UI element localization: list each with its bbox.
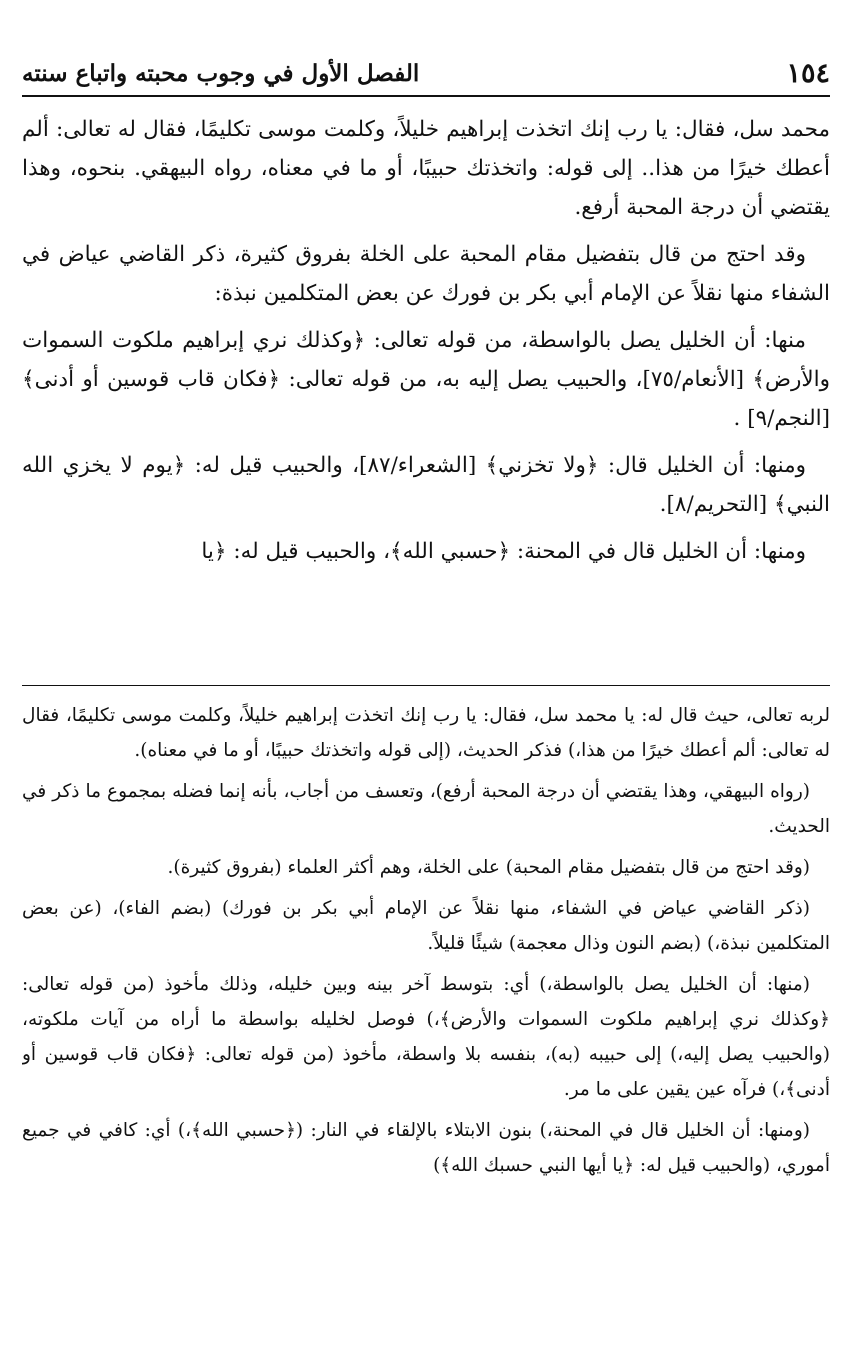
running-title: الفصل الأول في وجوب محبته واتباع سنته [22,59,420,87]
header-divider [22,95,830,97]
main-paragraph: محمد سل، فقال: يا رب إنك اتخذت إبراهيم خليلاً، وكلمت موسى تكليمًا، فقال له تعالى: ألم أعطك خيرًا من هذا.. إلى قوله: واتخذتك حبيبًا، أو ما في معناه، رواه البيهقي. بنحوه، وهذا يقتضي أن درجة المحبة أرفع. [22,117,830,220]
main-paragraph: وقد احتج من قال بتفضيل مقام المحبة على الخلة بفروق كثيرة، ذكر القاضي عياض في الشفاء منها نقلاً عن الإمام أبي بكر بن فورك عن بعض المتكلمين نبذة: [22,242,830,306]
commentary-paragraph: لربه تعالى، حيث قال له: يا محمد سل، فقال: يا رب إنك اتخذت إبراهيم خليلاً، وكلمت موسى تكليمًا، فقال له تعالى: ألم أعطك خيرًا من هذا،) فذكر الحديث، (إلى قوله واتخذتك حبيبًا، أو ما في معناه). [22,705,830,761]
commentary-paragraph: (ومنها: أن الخليل قال في المحنة،) بنون الابتلاء بالإلقاء في النار: (﴿حسبي الله﴾،) أي: كافي في جميع أموري، (والحبيب قيل له: ﴿يا أيها النبي حسبك الله﴾) [22,1120,830,1176]
commentary-paragraph: (ذكر القاضي عياض في الشفاء، منها نقلاً عن الإمام أبي بكر بن فورك) (بضم الفاء)، (عن بعض المتكلمين نبذة،) (بضم النون وذال معجمة) شيئًا قليلاً. [22,898,830,954]
page-number: ١٥٤ [786,57,830,89]
commentary-paragraph: (منها: أن الخليل يصل بالواسطة،) أي: بتوسط آخر بينه وبين خليله، وذلك مأخوذ (من قوله تعالى: ﴿وكذلك نري إبراهيم ملكوت السموات والأرض﴾،) فوصل لخليله بواسطة ما أراه من آيات ملكوته، (والحبيب يصل إليه،) إلى حبيبه (به)، بنفسه بلا واسطة، مأخوذ (من قوله تعالى: ﴿فكان قاب قوسين أو أدنى﴾،) فرآه عين يقين على ما مر. [22,974,830,1100]
main-paragraph: ومنها: أن الخليل قال: ﴿ولا تخزني﴾ [الشعراء/٨٧]، والحبيب قيل له: ﴿يوم لا يخزي الله النبي﴾ [التحريم/٨]. [22,453,830,517]
main-paragraph: منها: أن الخليل يصل بالواسطة، من قوله تعالى: ﴿وكذلك نري إبراهيم ملكوت السموات والأرض﴾ [الأنعام/٧٥]، والحبيب يصل إليه به، من قوله تعالى: ﴿فكان قاب قوسين أو أدنى﴾ [النجم/٩] . [22,328,830,431]
main-paragraph: ومنها: أن الخليل قال في المحنة: ﴿حسبي الله﴾، والحبيب قيل له: ﴿يا [201,539,806,564]
commentary-divider [22,685,830,686]
main-text-block [22,110,830,670]
commentary-paragraph: (رواه البيهقي، وهذا يقتضي أن درجة المحبة أرفع)، وتعسف من أجاب، بأنه إنما فضله بمجموع ما ذكر في الحديث. [22,781,830,837]
commentary-paragraph: (وقد احتج من قال بتفضيل مقام المحبة) على الخلة، وهم أكثر العلماء (بفروق كثيرة). [167,857,810,878]
commentary-block [22,698,830,1348]
page-header [22,52,830,94]
